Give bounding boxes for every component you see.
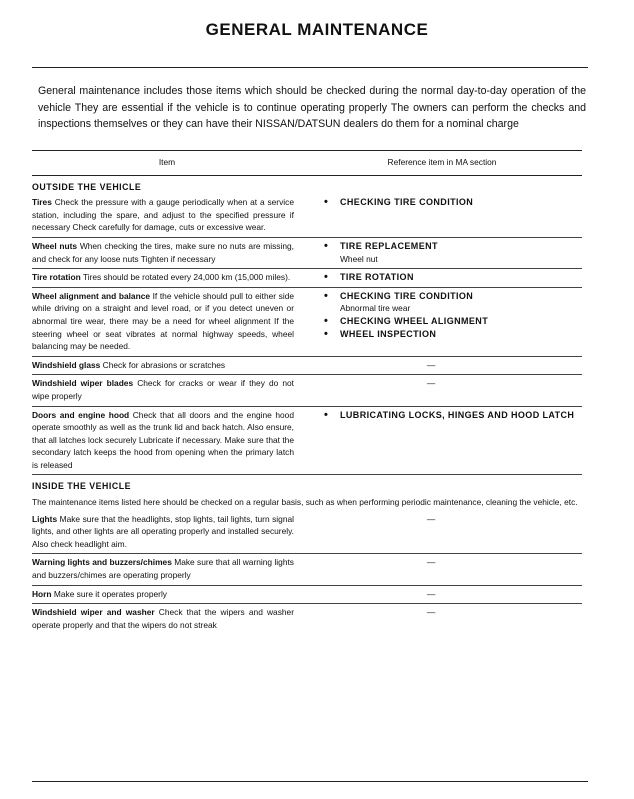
reference-item: • CHECKING WHEEL ALIGNMENT [324,315,582,328]
item-description: Check that all doors and the engine hood operate smoothly as well as the trunk lid and back hatch. Also ensure, that all latches lock securely Lubricate if necessary. Make sure that the secondary latch keeps the hood from opening when the primary latch is released [32,409,294,470]
item-cell [32,269,302,288]
item-name: Tires [32,197,52,208]
reference-item: • TIRE REPLACEMENT [324,240,582,253]
reference-item: • TIRE ROTATION [324,271,582,284]
item-description: Check that the wipers and washer operate properly and that the wipers do not streak [32,607,294,630]
item-description: Make sure it operates properly [51,588,167,599]
no-reference-dash: — [426,513,436,524]
item-cell [32,356,302,375]
reference-cell [302,194,582,237]
title-divider [32,67,588,68]
reference-cell [302,269,582,288]
item-name: Windshield wiper and washer [32,607,155,618]
item-cell [32,406,302,475]
item-name: Wheel nuts [32,240,78,251]
no-reference-dash: — [426,378,436,389]
reference-cell [302,554,582,585]
item-cell [32,375,302,406]
reference-cell [302,604,582,635]
item-cell [32,585,302,604]
item-name: Doors and engine hood [32,409,130,420]
no-reference-dash: — [426,557,436,568]
section-heading-outside: OUTSIDE THE VEHICLE [32,181,142,192]
item-description: Check the pressure with a gauge periodically when at a service station, including the spare, and adjust to the specified pressure if necessary Check carefully for damage, cuts or excessive wear. [32,197,294,233]
bottom-divider [32,781,588,782]
item-cell [32,554,302,585]
table-row [32,194,582,237]
item-name: Windshield glass [32,359,101,370]
table-row [32,406,582,475]
table-row [32,269,582,288]
table-row [32,375,582,406]
item-description: Make sure that all warning lights and buzzers/chimes are operating properly [32,557,294,581]
item-cell [32,287,302,356]
item-cell [32,511,302,554]
table-row [32,554,582,585]
item-name: Horn [32,588,52,599]
column-header-item: Item [32,151,302,176]
table-row [32,604,582,635]
item-description: Tires should be rotated every 24,000 km (15,000 miles). [80,272,291,283]
item-cell [32,194,302,237]
no-reference-dash: — [426,359,436,370]
no-reference-dash: — [426,588,436,599]
section-heading-inside: INSIDE THE VEHICLE [32,481,131,492]
reference-cell [302,511,582,554]
reference-item: • CHECKING TIRE CONDITION [324,290,582,303]
item-description: Check for abrasions or scratches [100,359,226,370]
reference-subitem: Wheel nut [340,253,378,264]
reference-cell [302,237,582,268]
item-description: Make sure that the headlights, stop lights, tail lights, turn signal lights, and other lights are all operating properly and installed securely. Also check headlight aim. [32,513,294,549]
item-name: Tire rotation [32,272,81,283]
section-note: The maintenance items listed here should be checked on a regular basis, such as when performing periodic maintenance, cleaning the vehicle, etc. [32,497,578,508]
table-row [32,237,582,268]
table-row [32,585,582,604]
item-cell [32,604,302,635]
item-name: Wheel alignment and balance [32,290,151,301]
reference-item: • WHEEL INSPECTION [324,328,582,341]
reference-cell [302,375,582,406]
item-cell [32,237,302,268]
maintenance-table [32,150,582,634]
reference-item: • LUBRICATING LOCKS, HINGES AND HOOD LATCH [324,409,582,422]
column-header-reference: Reference item in MA section [302,151,582,176]
table-row [32,511,582,554]
reference-subitem: Abnormal tire wear [340,303,411,314]
reference-cell [302,287,582,356]
item-description: Check for cracks or wear if they do not wipe properly [32,378,294,401]
reference-item: • CHECKING TIRE CONDITION [324,196,582,209]
page-title: GENERAL MAINTENANCE [205,20,429,39]
item-name: Windshield wiper blades [32,378,134,389]
reference-cell [302,356,582,375]
item-description: If the vehicle should pull to either side while driving on a straight and level road, or if you detect uneven or abnormal tire wear, there may be a need for wheel alignment If the steering wheel or seat vibrates at normal highway speeds, wheel balancing may be needed. [32,290,295,352]
item-name: Lights [32,513,58,524]
reference-cell [302,585,582,604]
intro-paragraph: General maintenance includes those items which should be checked during the normal day-to-day operation of the vehicle They are essential if the vehicle is to continue operating properly The owners can perform the checks and inspections themselves or they can have their NISSAN/DATSUN dealers do them for a nominal charge [38,85,586,130]
table-row [32,287,582,356]
table-row [32,356,582,375]
no-reference-dash: — [426,607,436,618]
item-description: When checking the tires, make sure no nuts are missing, and check for any loose nuts Tighten if necessary [32,240,294,264]
item-name: Warning lights and buzzers/chimes [32,557,172,568]
reference-cell [302,406,582,475]
